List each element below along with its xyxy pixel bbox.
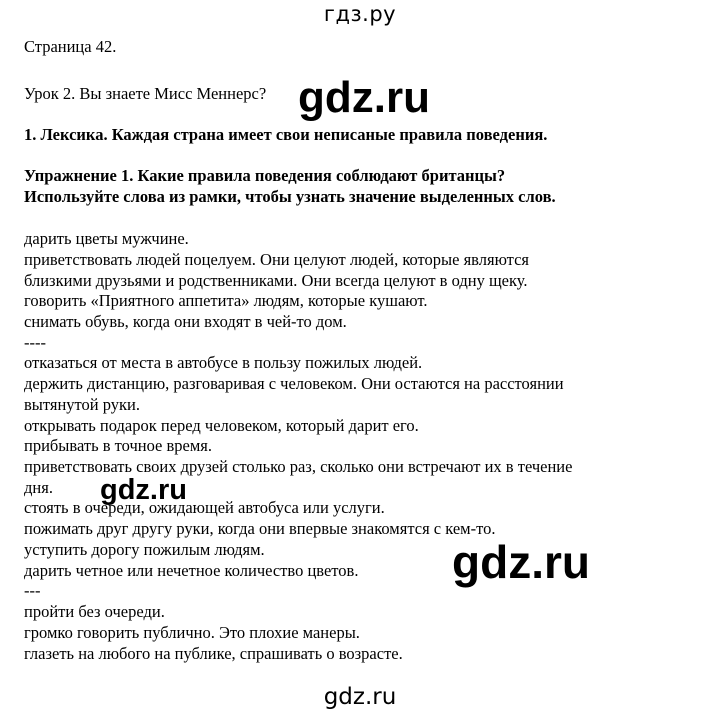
- body-line: пожимать друг другу руки, когда они впервые знакомятся с кем-то.: [24, 519, 496, 538]
- exercise-title-line2: Используйте слова из рамки, чтобы узнать значение выделенных слов.: [24, 187, 556, 206]
- body-line: громко говорить публично. Это плохие манеры.: [24, 623, 360, 642]
- exercise-title-line1: Упражнение 1. Какие правила поведения соблюдают британцы?: [24, 166, 506, 185]
- lesson-title: Урок 2. Вы знаете Мисс Меннерс?: [24, 84, 267, 103]
- body-line: стоять в очереди, ожидающей автобуса или услуги.: [24, 498, 385, 517]
- watermark: gdz.ru: [100, 474, 187, 506]
- body-line: дня.: [24, 478, 53, 497]
- section-title: 1. Лексика. Каждая страна имеет свои неписаные правила поведения.: [24, 125, 548, 144]
- watermark: gdz.ru: [452, 536, 590, 588]
- watermark: gdz.ru: [298, 73, 430, 122]
- body-line: приветствовать людей поцелуем. Они целуют людей, которые являются: [24, 250, 530, 269]
- body-line: дарить цветы мужчине.: [24, 229, 189, 248]
- site-header: гдз.ру: [323, 2, 397, 26]
- page-number: Страница 42.: [24, 37, 117, 56]
- body-line: говорить «Приятного аппетита» людям, которые кушают.: [24, 291, 428, 310]
- body-line: уступить дорогу пожилым людям.: [24, 540, 265, 559]
- body-line: близкими друзьями и родственниками. Они всегда целуют в одну щеку.: [24, 271, 528, 290]
- footer-watermark: gdz.ru: [323, 684, 397, 710]
- body-line: снимать обувь, когда они входят в чей-то дом.: [24, 312, 347, 331]
- body-line: отказаться от места в автобусе в пользу пожилых людей.: [24, 353, 423, 372]
- body-line: прибывать в точное время.: [24, 436, 213, 455]
- body-line: глазеть на любого на публике, спрашивать о возрасте.: [24, 644, 403, 663]
- separator-line: ----: [24, 333, 46, 352]
- body-line: открывать подарок перед человеком, который дарит его.: [24, 416, 419, 435]
- body-line: приветствовать своих друзей столько раз, сколько они встречают их в течение: [24, 457, 573, 476]
- separator-line: ---: [24, 581, 41, 600]
- body-line: вытянутой руки.: [24, 395, 140, 414]
- body-line: пройти без очереди.: [24, 602, 165, 621]
- body-line: держить дистанцию, разговаривая с человеком. Они остаются на расстоянии: [24, 374, 564, 393]
- body-line: дарить четное или нечетное количество цветов.: [24, 561, 359, 580]
